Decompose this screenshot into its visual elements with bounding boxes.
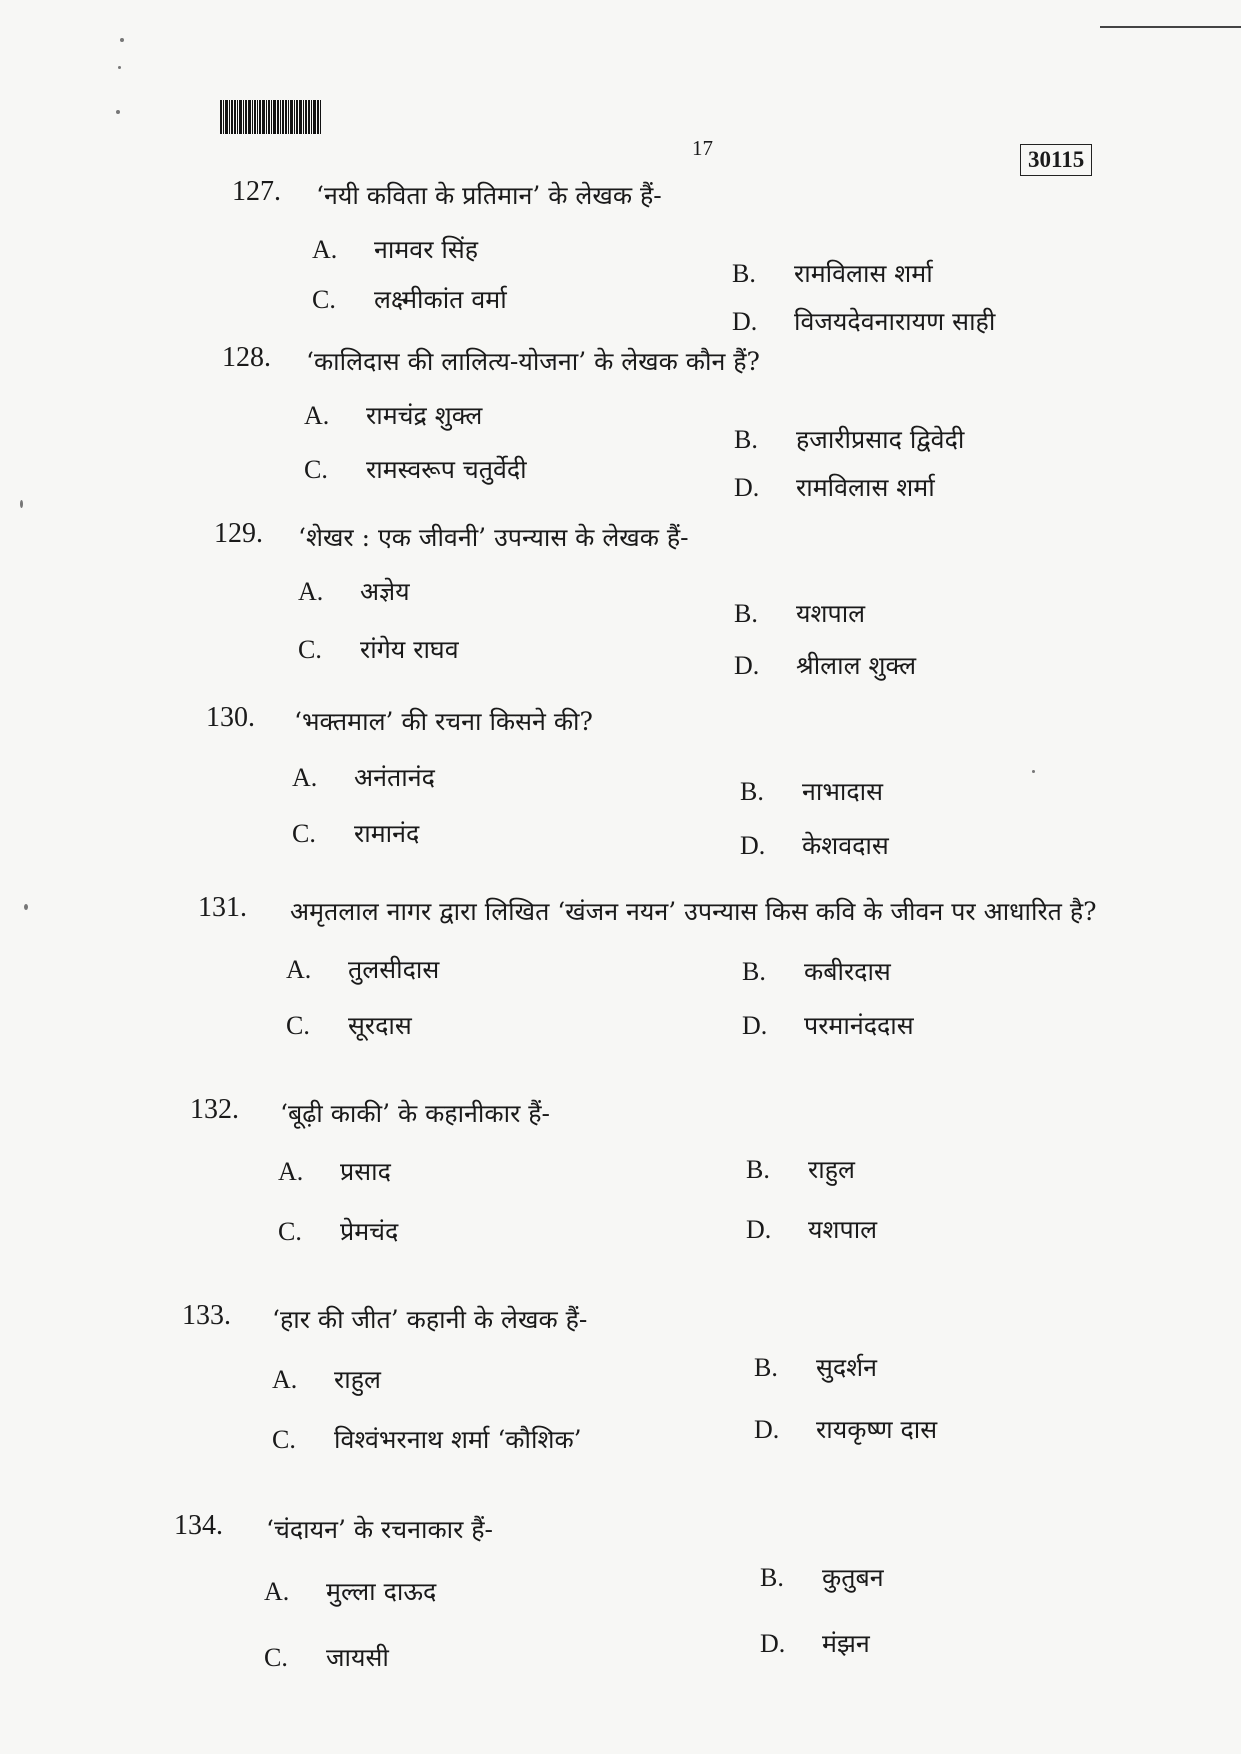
question-text: ‘चंदायन’ के रचनाकार हैं- [266, 1515, 494, 1544]
option-text: सूरदास [348, 1011, 412, 1040]
option-d [740, 828, 889, 862]
option-letter: B. [742, 957, 766, 986]
option-b [746, 1152, 855, 1186]
option-letter: D. [740, 831, 766, 860]
page-number: 17 [692, 136, 713, 160]
option-text: नामवर सिंह [374, 235, 479, 264]
option-a [286, 952, 439, 986]
question-text: ‘हार की जीत’ कहानी के लेखक हैं- [272, 1305, 588, 1334]
option-text: अज्ञेय [360, 577, 410, 606]
question-number: 132. [190, 1094, 239, 1125]
option-text: श्रीलाल शुक्ल [796, 651, 917, 680]
option-c [298, 632, 459, 666]
option-c [286, 1008, 412, 1042]
option-b [754, 1350, 877, 1384]
option-letter: C. [278, 1217, 302, 1246]
option-c [312, 282, 507, 316]
question-text: ‘बूढ़ी काकी’ के कहानीकार हैं- [280, 1099, 550, 1128]
option-d [732, 304, 995, 338]
option-text: परमानंददास [804, 1011, 914, 1040]
option-b [734, 422, 964, 456]
option-b [742, 954, 891, 988]
question-number: 134. [174, 1510, 223, 1541]
option-d [734, 648, 916, 682]
scan-speck [120, 38, 124, 42]
option-text: जायसी [326, 1643, 389, 1672]
question-number: 133. [182, 1300, 231, 1331]
option-text: सुदर्शन [816, 1353, 878, 1382]
option-a [264, 1574, 436, 1608]
option-b [732, 256, 933, 290]
option-c [264, 1640, 389, 1674]
option-letter: A. [304, 401, 330, 430]
question-text: ‘कालिदास की लालित्य-योजना’ के लेखक कौन हैं? [306, 347, 760, 376]
option-text: राहुल [808, 1155, 855, 1184]
option-letter: C. [292, 819, 316, 848]
option-letter: B. [732, 259, 756, 288]
option-letter: A. [272, 1365, 298, 1394]
option-text: मंझन [822, 1629, 870, 1658]
option-letter: A. [312, 235, 338, 264]
option-letter: B. [760, 1563, 784, 1592]
top-edge-rule [1100, 26, 1241, 28]
option-text: प्रसाद [340, 1157, 391, 1186]
option-d [746, 1212, 877, 1246]
option-text: मुल्ला दाऊद [326, 1577, 437, 1606]
question-text: ‘नयी कविता के प्रतिमान’ के लेखक हैं- [316, 181, 662, 210]
option-b [734, 596, 865, 630]
option-letter: B. [734, 425, 758, 454]
question-text: ‘भक्तमाल’ की रचना किसने की? [294, 707, 593, 736]
option-text: तुलसीदास [348, 955, 440, 984]
option-text: विश्वंभरनाथ शर्मा ‘कौशिक’ [334, 1425, 582, 1454]
option-a [292, 760, 435, 794]
option-text: यशपाल [796, 599, 866, 628]
option-letter: C. [272, 1425, 296, 1454]
barcode [220, 100, 370, 134]
question-number: 130. [206, 702, 255, 733]
option-letter: D. [754, 1415, 780, 1444]
option-text: हजारीप्रसाद द्विवेदी [796, 425, 965, 454]
paper-code-box: 30115 [1020, 144, 1092, 176]
option-text: कुतुबन [822, 1563, 884, 1592]
option-c [304, 452, 527, 486]
scan-speck [1032, 770, 1035, 773]
option-letter: C. [304, 455, 328, 484]
option-letter: A. [278, 1157, 304, 1186]
option-d [760, 1626, 870, 1660]
option-letter: C. [298, 635, 322, 664]
question-number: 128. [222, 342, 271, 373]
option-b [740, 774, 883, 808]
scan-speck [20, 500, 23, 508]
option-text: रामविलास शर्मा [796, 473, 935, 502]
option-text: रायकृष्ण दास [816, 1415, 938, 1444]
option-text: रामस्वरूप चतुर्वेदी [366, 455, 527, 484]
question-text: ‘शेखर : एक जीवनी’ उपन्यास के लेखक हैं- [298, 523, 689, 552]
option-d [754, 1412, 937, 1446]
option-a [272, 1362, 381, 1396]
option-letter: C. [286, 1011, 310, 1040]
option-text: विजयदेवनारायण साही [794, 307, 996, 336]
option-text: यशपाल [808, 1215, 878, 1244]
option-text: रामचंद्र शुक्ल [366, 401, 483, 430]
option-text: लक्ष्मीकांत वर्मा [374, 285, 507, 314]
option-letter: D. [734, 651, 760, 680]
option-c [272, 1422, 582, 1456]
question-number: 131. [198, 892, 247, 923]
option-letter: D. [734, 473, 760, 502]
option-letter: C. [264, 1643, 288, 1672]
option-letter: B. [746, 1155, 770, 1184]
option-letter: B. [734, 599, 758, 628]
scan-speck [24, 904, 28, 910]
option-c [292, 816, 419, 850]
option-text: प्रेमचंद [340, 1217, 399, 1246]
option-letter: D. [732, 307, 758, 336]
option-text: कबीरदास [804, 957, 891, 986]
option-letter: B. [740, 777, 764, 806]
option-d [734, 470, 935, 504]
option-a [304, 398, 482, 432]
option-d [742, 1008, 914, 1042]
question-number: 127. [232, 176, 281, 207]
option-text: राहुल [334, 1365, 381, 1394]
option-b [760, 1560, 884, 1594]
option-text: अनंतानंद [354, 763, 435, 792]
option-a [298, 574, 410, 608]
option-text: नाभादास [802, 777, 884, 806]
option-letter: B. [754, 1353, 778, 1382]
option-letter: A. [264, 1577, 290, 1606]
option-letter: C. [312, 285, 336, 314]
option-letter: A. [292, 763, 318, 792]
option-text: रामविलास शर्मा [794, 259, 933, 288]
scan-speck [118, 66, 121, 69]
option-text: रामानंद [354, 819, 420, 848]
option-text: केशवदास [802, 831, 889, 860]
option-letter: A. [298, 577, 324, 606]
option-letter: D. [760, 1629, 786, 1658]
option-letter: D. [746, 1215, 772, 1244]
option-c [278, 1214, 398, 1248]
option-letter: A. [286, 955, 312, 984]
question-text: अमृतलाल नागर द्वारा लिखित ‘खंजन नयन’ उपन्यास किस कवि के जीवन पर आधारित है? [290, 897, 1097, 926]
option-text: रांगेय राघव [360, 635, 459, 664]
question-number: 129. [214, 518, 263, 549]
option-a [312, 232, 478, 266]
option-letter: D. [742, 1011, 768, 1040]
option-a [278, 1154, 391, 1188]
scan-speck [116, 110, 120, 114]
